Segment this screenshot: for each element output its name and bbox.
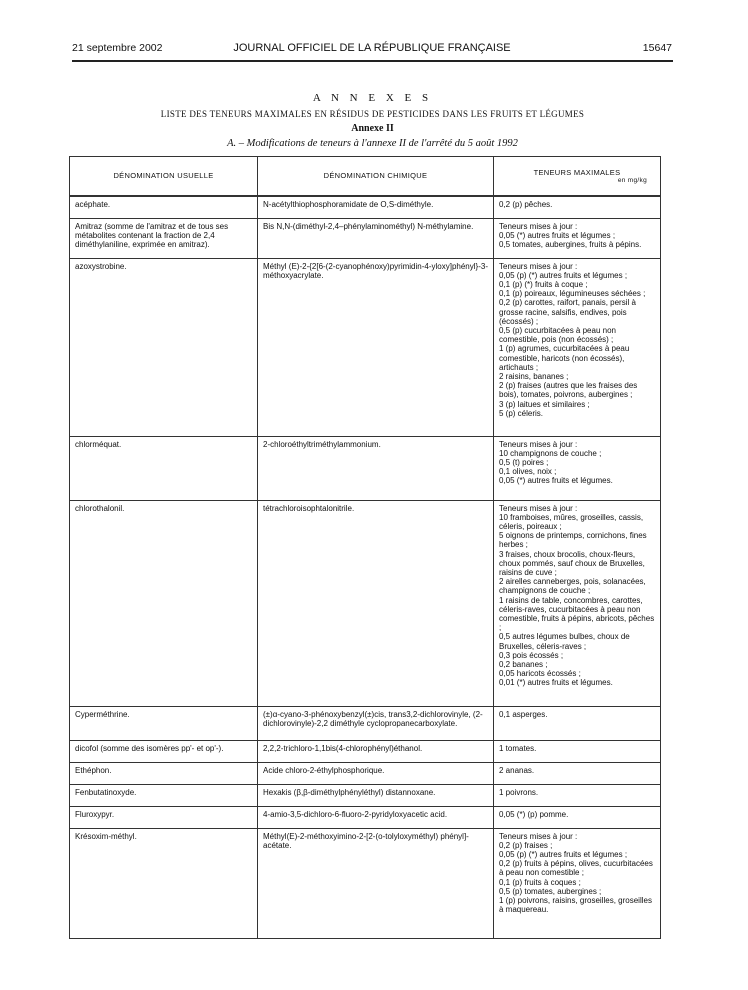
usual-name-cell: Fluroxypyr. — [70, 806, 258, 828]
table-row — [70, 500, 661, 706]
table-row — [70, 218, 661, 258]
usual-name-cell: azoxystrobine. — [70, 258, 258, 436]
limit-line: 2 ananas. — [499, 765, 535, 775]
limit-line: 0,3 pois écossés ; — [499, 650, 564, 660]
limit-line: 0,5 (p) cucurbitacées à peau non comestible, pois (non écossés) ; — [499, 325, 616, 345]
limit-line: 2 raisins, bananes ; — [499, 371, 569, 381]
max-limits-cell — [494, 828, 661, 938]
limit-line: 0,1 asperges. — [499, 709, 548, 719]
annex-label: Annexe II — [351, 123, 394, 134]
limit-line: 1 (p) agrumes, cucurbitacées à peau comestible, haricots (non écossés), artichauts ; — [499, 344, 630, 372]
table-row — [70, 258, 661, 436]
limit-line: 0,05 (*) autres fruits et légumes. — [499, 476, 613, 486]
chemical-name-cell: Méthyl(E)-2-méthoxyimino-2-[2-(o-tolyloxyméthyl) phényl]-acétate. — [258, 828, 494, 938]
limit-line: Teneurs mises à jour : — [499, 831, 578, 841]
limit-line: 5 oignons de printemps, cornichons, fines herbes ; — [499, 531, 647, 550]
header-unit: en mg/kg — [617, 177, 647, 185]
limit-line: 10 framboises, mûres, groseilles, cassis, céleris, poireaux ; — [499, 512, 644, 531]
limit-line: 0,05 (*) (p) pomme. — [499, 809, 569, 819]
limit-line: 2 airelles canneberges, pois, solanacées, champignons de couche ; — [499, 577, 646, 596]
limit-line: 0,5 (t) poires ; — [499, 457, 549, 467]
chemical-name-cell: Méthyl (E)-2-{2[6-(2-cyanophénoxy)pyrimidin-4-yloxy]phényl}-3-méthoxyacrylate. — [258, 258, 494, 436]
chemical-name-cell: Bis N,N-(diméthyl-2,4–phénylaminométhyl) N-méthylamine. — [258, 218, 494, 258]
limit-line: 0,5 autres légumes bulbes, choux de Bruxelles, céleris-raves ; — [499, 632, 630, 651]
limit-line: 0,1 (p) poireaux, légumineuses séchées ; — [499, 289, 646, 299]
limit-line: 1 raisins de table, concombres, carottes, céleris-raves, cucurbitacées à peau non comestible, fruits à pépins, abricots, pêches ; — [499, 595, 655, 633]
limit-line: 0,2 (p) fruits à pépins, olives, cucurbitacées à peau non comestible ; — [499, 859, 653, 878]
limit-line: 1 (p) poivrons, raisins, groseilles, groseilles à maquereau. — [499, 895, 652, 915]
table-row — [70, 784, 661, 806]
chemical-name-cell: Hexakis (β,β-diméthylphényléthyl) distannoxane. — [258, 784, 494, 806]
max-limits-cell — [494, 762, 661, 784]
limit-line: 0,05 (p) (*) autres fruits et légumes ; — [499, 849, 628, 859]
limit-line: 1 poivrons. — [499, 787, 539, 797]
table-body — [70, 196, 661, 938]
max-limits-cell — [494, 436, 661, 500]
page-header — [72, 42, 672, 56]
limit-line: 0,5 (p) tomates, aubergines ; — [499, 886, 602, 896]
table-row — [70, 196, 661, 218]
header-rule — [72, 60, 673, 62]
table-row — [70, 762, 661, 784]
usual-name-cell: dicofol (somme des isomères pp'- et op'-). — [70, 740, 258, 762]
table-row — [70, 806, 661, 828]
annexes-heading: A N N E X E S — [312, 92, 433, 104]
section-subtitle: A. – Modifications de teneurs à l'annexe II de l'arrêté du 5 août 1992 — [227, 138, 518, 149]
limit-line: 0,05 (*) autres fruits et légumes ; — [499, 230, 616, 240]
usual-name-cell: acéphate. — [70, 196, 258, 218]
max-limits-cell — [494, 706, 661, 740]
chemical-name-cell: 2-chloroéthyltriméthylammonium. — [258, 436, 494, 500]
limit-line: Teneurs mises à jour : — [499, 221, 578, 231]
limit-line: 2 (p) fraises (autres que les fraises des bois), tomates, poivrons, aubergines ; — [499, 381, 638, 400]
max-limits-cell — [494, 258, 661, 436]
limit-line: 0,1 olives, noix ; — [499, 467, 557, 477]
max-limits-cell — [494, 218, 661, 258]
limit-line: 0,2 bananes ; — [499, 659, 548, 669]
document-titles — [72, 92, 673, 149]
max-limits-cell — [494, 784, 661, 806]
max-limits-cell — [494, 500, 661, 706]
limit-line: Teneurs mises à jour : — [499, 261, 578, 271]
limit-line: 0,05 haricots écossés ; — [499, 669, 581, 679]
header-max-limits — [494, 157, 661, 197]
limit-line: 3 (p) laitues et similaires ; — [499, 399, 590, 409]
max-limits-cell — [494, 740, 661, 762]
table-row — [70, 706, 661, 740]
usual-name-cell: Krésoxim-méthyl. — [70, 828, 258, 938]
limit-line: 5 (p) céleris. — [499, 408, 544, 418]
limit-line: 0,1 (p) (*) fruits à coque ; — [499, 279, 588, 289]
limit-line: Teneurs mises à jour : — [499, 503, 578, 513]
usual-name-cell: Cyperméthrine. — [70, 706, 258, 740]
limit-line: 1 tomates. — [499, 743, 537, 753]
limit-line: 0,1 (p) fruits à coques ; — [499, 877, 581, 887]
chemical-name-cell: 2,2,2-trichloro-1,1bis(4-chlorophényl)éthanol. — [258, 740, 494, 762]
max-limits-cell — [494, 806, 661, 828]
usual-name-cell: chlorméquat. — [70, 436, 258, 500]
limit-line: 0,01 (*) autres fruits et légumes. — [499, 678, 613, 688]
chemical-name-cell: 4-amio-3,5-dichloro-6-fluoro-2-pyridyloxyacetic acid. — [258, 806, 494, 828]
max-limits-cell — [494, 196, 661, 218]
chemical-name-cell: Acide chloro-2-éthylphosphorique. — [258, 762, 494, 784]
chemical-name-cell: (±)α-cyano-3-phénoxybenzyl(±)cis, trans3,2-dichlorovinyle, (2-dichlorovinyle)-2,2 diméthyle cyclopropanecarboxylate. — [258, 706, 494, 740]
header-chemical-name: DÉNOMINATION CHIMIQUE — [258, 157, 494, 197]
header-date: 21 septembre 2002 — [72, 42, 163, 54]
header-usual-name: DÉNOMINATION USUELLE — [70, 157, 258, 197]
limit-line: 0,5 tomates, aubergines, fruits à pépins. — [499, 239, 642, 249]
table-row — [70, 436, 661, 500]
table-row — [70, 740, 661, 762]
limit-line: 0,05 (p) (*) autres fruits et légumes ; — [499, 270, 628, 280]
limit-line: 0,2 (p) carottes, raifort, panais, persil à grosse racine, salsifis, endives, pois (écossés) ; — [499, 298, 636, 326]
limit-line: 3 fraises, choux brocolis, choux-fleurs, choux pommés, sauf choux de Bruxelles, raisins de cuve ; — [499, 549, 645, 577]
page-number: 15647 — [642, 42, 672, 54]
journal-title: JOURNAL OFFICIEL DE LA RÉPUBLIQUE FRANÇAISE — [233, 42, 511, 54]
table-header-row — [70, 157, 661, 197]
list-title: LISTE DES TENEURS MAXIMALES EN RÉSIDUS DE PESTICIDES DANS LES FRUITS ET LÉGUMES — [160, 109, 585, 119]
usual-name-cell: Amitraz (somme de l'amitraz et de tous ses métabolites contenant la fraction de 2,4 diméthylaniline, exprimée en amitraz). — [70, 218, 258, 258]
pesticide-table — [69, 156, 661, 939]
usual-name-cell: Fenbutatinoxyde. — [70, 784, 258, 806]
limit-line: 10 champignons de couche ; — [499, 448, 602, 458]
limit-line: Teneurs mises à jour : — [499, 439, 578, 449]
table-row — [70, 828, 661, 938]
header-max-limits-label: TENEURS MAXIMALES — [533, 167, 621, 177]
limit-line: 0,2 (p) pêches. — [499, 200, 553, 209]
limit-line: 0,2 (p) fraises ; — [499, 840, 553, 850]
usual-name-cell: Ethéphon. — [70, 762, 258, 784]
usual-name-cell: chlorothalonil. — [70, 500, 258, 706]
chemical-name-cell: tétrachloroisophtalonitrile. — [258, 500, 494, 706]
chemical-name-cell: N-acétylthiophosphoramidate de O,S-diméthyle. — [258, 196, 494, 218]
